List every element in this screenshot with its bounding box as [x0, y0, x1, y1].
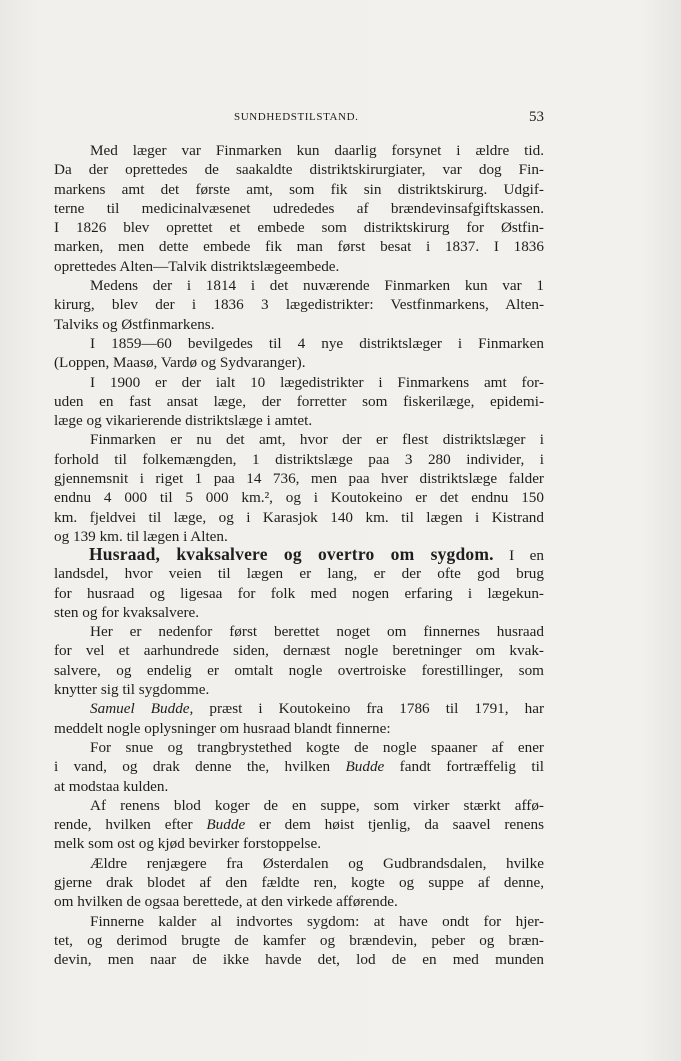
- text-line: terne til medicinalvæsenet udrededes af brændevinsafgiftskassen.: [54, 199, 544, 217]
- section-heading-line: [54, 545, 544, 564]
- text-line: [54, 757, 544, 776]
- heading-continuation: I en: [509, 547, 544, 564]
- text-line: devin, men naar de ikke havde det, lod de en med munden: [54, 951, 544, 969]
- text-line: I 1859—60 bevilgedes til 4 nye distriktslæger i Finmarken: [90, 334, 544, 352]
- text-line: km. fjeldvei til læge, og i Karasjok 140 km. til lægen i Kistrand: [54, 508, 544, 526]
- section-heading: Husraad, kvaksalvere og overtro om sygdom.: [89, 545, 494, 564]
- running-head: [54, 111, 544, 129]
- text-line: For snue og trangbrystethed kogte de nogle spaaner af ener: [90, 738, 544, 756]
- text-line: I 1900 er der ialt 10 lægedistrikter i Finmarkens amt for-: [90, 373, 544, 391]
- text-line: Af renens blod koger de en suppe, som virker stærkt affø-: [90, 796, 544, 814]
- text-line: Finmarken er nu det amt, hvor der er flest distriktslæger i: [90, 431, 544, 449]
- text-line: melk som ost og kjød bevirker forstoppelse.: [54, 835, 322, 853]
- text-line: for husraad og ligesaa for folk med nogen erfaring i lægekun-: [54, 584, 544, 602]
- text-line: Medens der i 1814 i det nuværende Finmarken kun var 1: [90, 277, 544, 295]
- text-line: at modstaa kulden.: [54, 777, 169, 795]
- text-line: salvere, og endelig er omtalt nogle overtroiske forestillinger, som: [54, 661, 544, 679]
- text-line: Da der oprettedes de saakaldte distriktskirurgiater, var dog Fin-: [54, 161, 544, 179]
- text-fragment: præst i Koutokeino fra 1786 til 1791, har: [209, 700, 544, 718]
- text-line: endnu 4 000 til 5 000 km.², og i Koutokeino er det endnu 150: [54, 489, 544, 507]
- text-line: kirurg, blev der i 1836 3 lægedistrikter: Vestfinmarkens, Alten-: [54, 296, 544, 314]
- text-fragment: er dem høist tjenlig, da saavel renens: [259, 816, 544, 834]
- text-line: Med læger var Finmarken kun daarlig forsynet i ældre tid.: [90, 142, 544, 159]
- text-line: uden en fast ansat læge, der forretter som fiskerilæge, epidemi-: [54, 392, 544, 410]
- text-line: marken, men dette embede fik man først besat i 1837. I 1836: [54, 238, 544, 256]
- text-line: for vel et aarhundrede siden, dernæst nogle beretninger om kvak-: [54, 642, 544, 660]
- section-medical-history: [54, 141, 544, 546]
- text-line: Ældre renjægere fra Østerdalen og Gudbrandsdalen, hvilke: [90, 854, 544, 872]
- text-line: om hvilken de ogsaa berettede, at den virkede afførende.: [54, 893, 398, 911]
- running-head-title: SUNDHEDSTILSTAND.: [234, 111, 359, 123]
- text-fragment: i vand, og drak denne the, hvilken: [54, 758, 331, 776]
- text-line: Talviks og Østfinmarkens.: [54, 315, 215, 333]
- section-folk-remedies: [54, 545, 544, 970]
- text-line: læge og vikarierende distriktslæge i amtet.: [54, 412, 313, 430]
- text-line: knytter sig til sygdomme.: [54, 681, 210, 699]
- text-line: gjerne drak blodet af den fældte ren, kogte og suppe af denne,: [54, 874, 544, 892]
- text-line: gjennemsnit i riget 1 paa 14 736, men paa hver distriktslæge falder: [54, 470, 544, 488]
- text-line: (Loppen, Maasø, Vardø og Sydvaranger).: [54, 354, 306, 372]
- author-name-budde: Samuel Budde,: [90, 700, 194, 718]
- text-fragment: rende, hvilken efter: [54, 816, 193, 834]
- text-fragment: fandt fortræffelig til: [399, 758, 544, 776]
- name-budde: Budde: [206, 816, 246, 834]
- text-line: landsdel, hvor veien til lægen er lang, er der ofte god brug: [54, 565, 544, 583]
- page-number: 53: [529, 109, 544, 125]
- name-budde: Budde: [345, 758, 385, 776]
- text-line: markens amt det første amt, som fik sin distriktskirurg. Udgif-: [54, 180, 544, 198]
- text-line: og 139 km. til lægen i Alten.: [54, 527, 228, 545]
- text-line: forhold til folkemængden, 1 distriktslæge paa 3 280 individer, i: [54, 450, 544, 468]
- text-line: [54, 815, 544, 834]
- text-line: [54, 699, 544, 718]
- text-line: oprettedes Alten—Talvik distriktslægeembede.: [54, 257, 340, 275]
- text-line: tet, og derimod brugte de kamfer og brændevin, peber og bræn-: [54, 931, 544, 949]
- text-line: meddelt nogle oplysninger om husraad blandt finnerne:: [54, 719, 391, 737]
- text-line: I 1826 blev oprettet et embede som distriktskirurg for Østfin-: [54, 219, 544, 237]
- text-line: Her er nedenfor først berettet noget om finnernes husraad: [90, 623, 544, 641]
- text-line: sten og for kvaksalvere.: [54, 603, 200, 621]
- text-line: Finnerne kalder al indvortes sygdom: at have ondt for hjer-: [90, 912, 544, 930]
